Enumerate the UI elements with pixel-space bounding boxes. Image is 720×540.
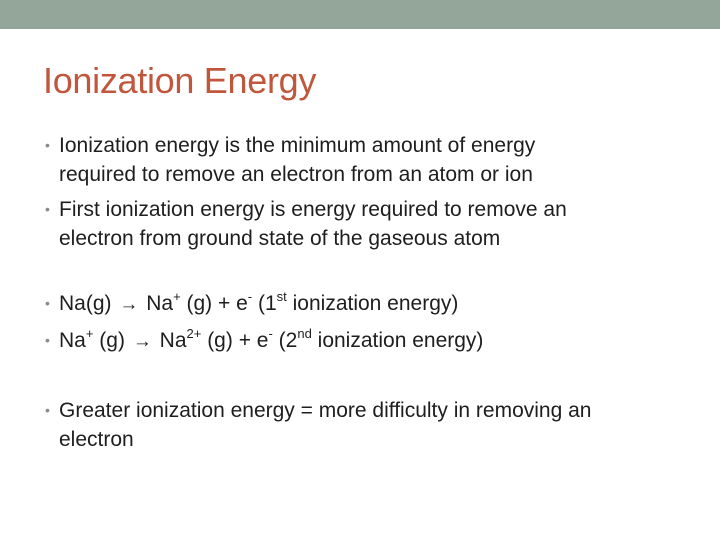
bullet-marker: • <box>45 137 50 153</box>
reactant: Na(g) <box>59 292 112 315</box>
arrow-right-icon: → <box>119 294 139 315</box>
product-state: (g) + e <box>186 292 248 315</box>
bullet-text <box>45 396 695 454</box>
slide-title: Ionization Energy <box>43 60 317 101</box>
note-open: (2 <box>278 329 298 352</box>
note-open: (1 <box>257 292 277 315</box>
bullet-text <box>45 131 695 189</box>
reactant: Na <box>59 329 86 352</box>
electron-charge: - <box>247 289 253 304</box>
bullet-marker: • <box>45 402 50 418</box>
bullet-equation-first <box>45 289 695 319</box>
bullet-marker: • <box>45 201 50 217</box>
equation-text <box>45 289 695 319</box>
bullet-line: Greater ionization energy = more difficulty in removing an <box>59 399 592 422</box>
ordinal-suffix: st <box>276 289 287 304</box>
bullet-marker: • <box>45 332 50 348</box>
product-charge: + <box>173 289 181 304</box>
product: Na <box>146 292 174 315</box>
bullet-line: Ionization energy is the minimum amount of energy <box>59 134 536 157</box>
reactant-state: (g) <box>99 329 125 352</box>
bullet-line: electron <box>59 428 134 451</box>
arrow-right-icon: → <box>132 331 152 352</box>
product: Na <box>159 329 187 352</box>
bullet-greater-ionization <box>45 396 695 454</box>
bullet-line: required to remove an electron from an atom or ion <box>59 163 533 186</box>
bullet-line: electron from ground state of the gaseous atom <box>59 227 501 250</box>
product-charge: 2+ <box>186 326 202 341</box>
bullet-equation-second <box>45 326 695 356</box>
bullet-definition <box>45 131 695 189</box>
note-close: ionization energy) <box>292 292 459 315</box>
equation-text <box>45 326 695 356</box>
note-close: ionization energy) <box>317 329 484 352</box>
bullet-marker: • <box>45 295 50 311</box>
ordinal-suffix: nd <box>297 326 312 341</box>
product-state: (g) + e <box>207 329 269 352</box>
bullet-line: First ionization energy is energy required to remove an <box>59 198 567 221</box>
reactant-charge: + <box>85 326 94 341</box>
bullet-first-ionization <box>45 195 695 253</box>
bullet-text <box>45 195 695 253</box>
electron-charge: - <box>268 326 273 341</box>
